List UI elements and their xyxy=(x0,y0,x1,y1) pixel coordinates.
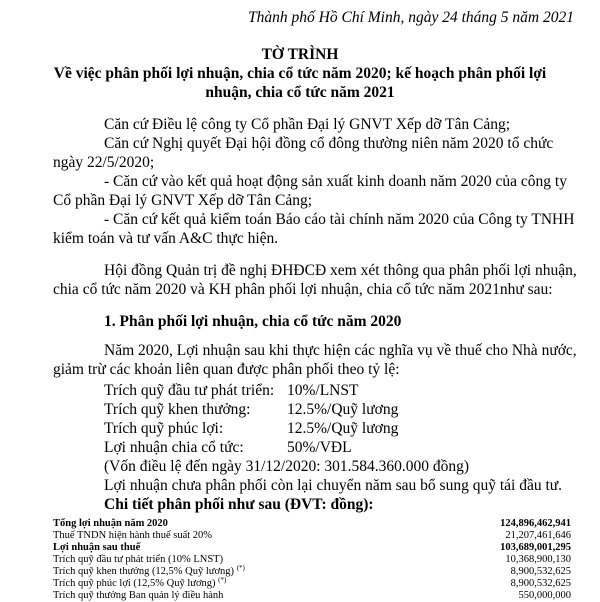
allocation-rate: 12.5%/Quỹ lương xyxy=(287,401,399,418)
financial-row xyxy=(53,518,571,530)
charter-capital-note: (Vốn điều lệ đến ngày 31/12/2020: 301.584.360.000 đồng) xyxy=(104,458,470,475)
document-subtitle-line-1: Về việc phân phối lợi nhuận, chia cổ tức năm 2020; kế hoạch phân phối lợi xyxy=(53,65,547,82)
allocation-name: Trích quỹ khen thưởng: xyxy=(104,401,251,418)
proposal-line: chia cổ tức năm 2020 và KH phân phối lợi nhuận, chia cổ tức năm 2021như sau: xyxy=(53,281,553,298)
basis-line: kiểm toán và tư vấn A&C thực hiện. xyxy=(53,230,279,247)
basis-line: Cổ phần Đại lý GNVT Xếp dỡ Tân Cảng; xyxy=(53,192,313,209)
financial-value: 8,900,532,625 xyxy=(510,578,571,589)
basis-line: Căn cứ Nghị quyết Đại hội đồng cổ đông thường niên năm 2020 tổ chức xyxy=(104,135,554,152)
financial-label: Trích quỹ đầu tư phát triển (10% LNST) xyxy=(53,554,224,565)
footnote-marker: (*) xyxy=(218,576,227,584)
financial-row xyxy=(53,530,571,542)
financial-row xyxy=(53,554,571,566)
retained-earnings-note: Lợi nhuận chưa phân phối còn lại chuyển năm sau bổ sung quỹ tái đầu tư. xyxy=(104,477,563,494)
document-subtitle-line-2: nhuận, chia cổ tức năm 2021 xyxy=(205,84,395,101)
allocation-rate: 10%/LNST xyxy=(287,382,359,399)
allocation-row xyxy=(104,419,524,438)
section-heading: 1. Phân phối lợi nhuận, chia cổ tức năm 2020 xyxy=(104,313,402,330)
allocation-row xyxy=(104,400,524,419)
allocation-rate: 50%/VĐL xyxy=(287,439,352,456)
financial-value: 10,368,900,130 xyxy=(505,554,571,565)
basis-line: Căn cứ Điều lệ công ty Cổ phần Đại lý GNVT Xếp dỡ Tân Cảng; xyxy=(104,116,511,133)
financial-value: 124,896,462,941 xyxy=(500,518,571,529)
allocation-row xyxy=(104,438,524,457)
financial-value: 103,689,001,295 xyxy=(500,542,571,553)
basis-line: ngày 22/5/2020; xyxy=(53,154,155,171)
financial-row xyxy=(53,578,571,590)
basis-line: - Căn cứ kết quả kiểm toán Báo cáo tài chính năm 2020 của Công ty TNHH xyxy=(104,211,575,228)
financial-label: Tổng lợi nhuận năm 2020 xyxy=(53,518,168,529)
financial-row xyxy=(53,542,571,554)
financial-label: Trích quỹ thưởng Ban quản lý điều hành xyxy=(53,590,224,601)
dateline: Thành phố Hồ Chí Minh, ngày 24 tháng 5 năm 2021 xyxy=(248,9,574,26)
document-title: TỜ TRÌNH xyxy=(261,46,339,63)
financial-label: Trích quỹ phúc lợi (12,5% Quỹ lương) (*) xyxy=(53,576,227,589)
financial-value: 550,000,000 xyxy=(518,590,571,601)
allocation-row xyxy=(104,381,524,400)
allocation-rate: 12.5%/Quỹ lương xyxy=(287,420,399,437)
financial-label: Lợi nhuận sau thuế xyxy=(53,542,141,553)
financial-value: 8,900,532,625 xyxy=(510,566,571,577)
proposal-line: Hội đồng Quản trị đề nghị ĐHĐCĐ xem xét thông qua phân phối lợi nhuận, xyxy=(104,262,577,279)
basis-line: - Căn cứ vào kết quả hoạt động sản xuất kinh doanh năm 2020 của công ty xyxy=(104,173,567,190)
financial-label: Thuế TNDN hiện hành thuế suất 20% xyxy=(53,530,213,541)
financial-row xyxy=(53,566,571,578)
footnote-marker: (*) xyxy=(236,564,245,572)
allocation-name: Trích quỹ phúc lợi: xyxy=(104,420,224,437)
allocation-name: Trích quỹ đầu tư phát triển: xyxy=(104,382,275,399)
section-intro-line: giảm trừ các khoản liên quan được phân phối theo tỷ lệ: xyxy=(53,361,400,378)
allocation-name: Lợi nhuận chia cổ tức: xyxy=(104,439,244,456)
financial-value: 21,207,461,646 xyxy=(505,530,571,541)
financial-label: Trích quỹ khen thưởng (12,5% Quỹ lương) (*) xyxy=(53,564,245,577)
details-heading: Chi tiết phân phối như sau (ĐVT: đồng): xyxy=(104,496,374,513)
section-intro-line: Năm 2020, Lợi nhuận sau khi thực hiện các nghĩa vụ về thuế cho Nhà nước, xyxy=(104,342,577,359)
financial-row xyxy=(53,590,571,602)
